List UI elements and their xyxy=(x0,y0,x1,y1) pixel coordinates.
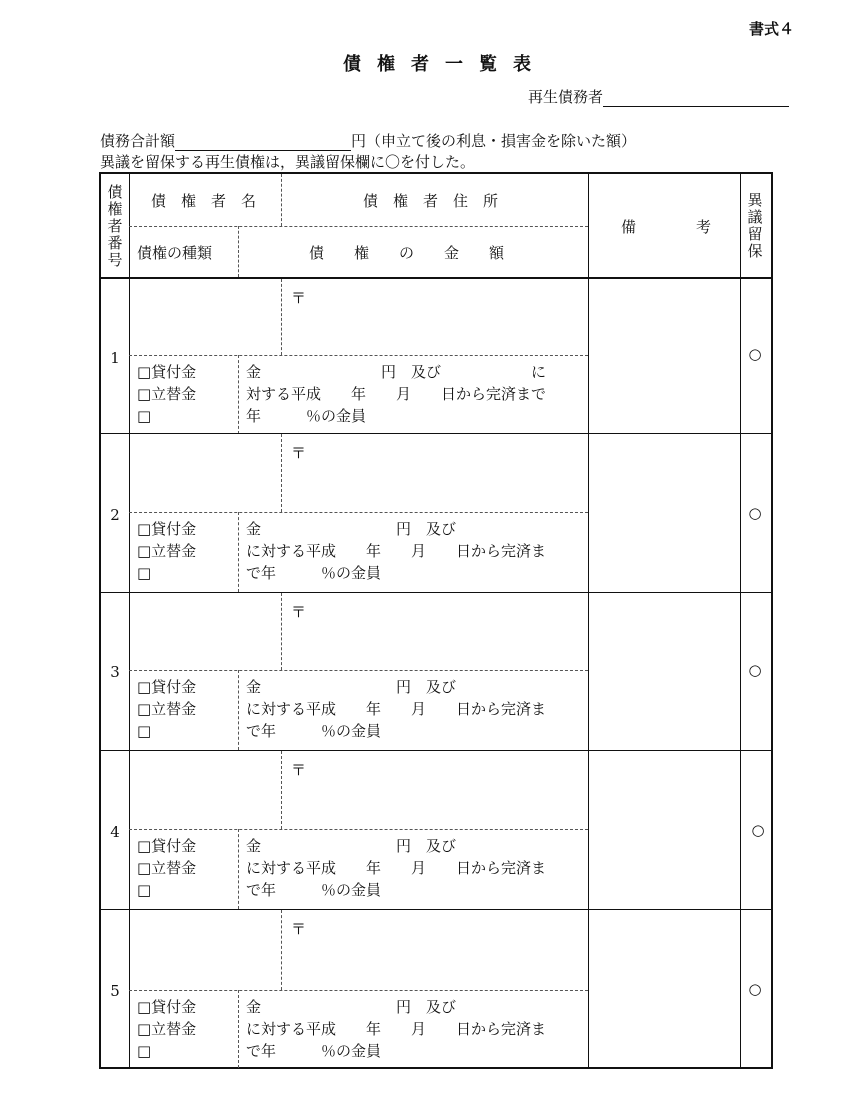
claim-type-header: 債権の種類 xyxy=(137,244,213,262)
table-row xyxy=(101,279,771,436)
claim-type-options[interactable]: □貸付金 □立替金 □ xyxy=(137,678,197,740)
objection-circle[interactable]: ○ xyxy=(748,661,762,679)
remarks-header: 備 考 xyxy=(621,218,712,236)
creditor-address-header: 債 権 者 住 所 xyxy=(363,192,499,210)
page-title: 債権者一覧表 xyxy=(343,54,547,75)
postal-mark: 〒 xyxy=(291,603,307,621)
claim-amount-text: 金 円 及び に対する平成 年 月 日から完済ま で年 ％の金員 xyxy=(246,998,547,1060)
divider xyxy=(238,512,239,592)
objection-circle[interactable]: ○ xyxy=(748,504,762,522)
divider xyxy=(129,226,588,227)
creditor-table xyxy=(99,172,773,1069)
total-blank[interactable] xyxy=(175,136,351,151)
divider xyxy=(129,990,588,991)
divider xyxy=(238,226,239,277)
row-number: 2 xyxy=(110,506,120,524)
divider xyxy=(281,910,282,990)
table-row xyxy=(101,910,771,1067)
objection-note: 異議を留保する再生債権は，異議留保欄に〇を付した。 xyxy=(100,153,476,171)
creditor-name-header: 債 権 者 名 xyxy=(151,192,257,210)
table-row xyxy=(101,751,771,909)
postal-mark: 〒 xyxy=(291,761,307,779)
claim-type-options[interactable]: □貸付金 □立替金 □ xyxy=(137,837,197,899)
objection-header: 異 議 留 保 xyxy=(747,191,763,260)
claim-amount-text: 金 円 及び に対する平成 年 月 日から完済ま で年 ％の金員 xyxy=(246,837,547,899)
claim-amount-text: 金 円 及び に 対する平成 年 月 日から完済まで 年 ％の金員 xyxy=(246,363,547,425)
row-number: 1 xyxy=(110,349,120,367)
claim-type-options[interactable]: □貸付金 □立替金 □ xyxy=(137,363,197,425)
claim-amount-text: 金 円 及び に対する平成 年 月 日から完済ま で年 ％の金員 xyxy=(246,678,547,740)
row-number: 4 xyxy=(110,823,120,841)
divider xyxy=(238,355,239,434)
row-number: 5 xyxy=(110,982,120,1000)
divider xyxy=(281,279,282,355)
claim-type-options[interactable]: □貸付金 □立替金 □ xyxy=(137,998,197,1060)
debtor-blank[interactable] xyxy=(603,92,789,107)
objection-circle[interactable]: ○ xyxy=(751,821,765,839)
table-row xyxy=(101,593,771,750)
objection-circle[interactable]: ○ xyxy=(748,345,762,363)
claim-type-options[interactable]: □貸付金 □立替金 □ xyxy=(137,520,197,582)
total-amount-field xyxy=(100,130,636,151)
divider xyxy=(281,593,282,670)
postal-mark: 〒 xyxy=(291,920,307,938)
form-number: 書式４ xyxy=(748,20,794,38)
divider xyxy=(281,751,282,829)
postal-mark: 〒 xyxy=(291,289,307,307)
divider xyxy=(238,990,239,1068)
postal-mark: 〒 xyxy=(291,444,307,462)
divider xyxy=(129,512,588,513)
creditor-number-header: 債 権 者 番 号 xyxy=(107,183,123,269)
total-label: 債務合計額 xyxy=(100,132,176,150)
divider xyxy=(129,829,588,830)
table-row xyxy=(101,434,771,592)
claim-amount-text: 金 円 及び に対する平成 年 月 日から完済ま で年 ％の金員 xyxy=(246,520,547,582)
debtor-field xyxy=(528,86,789,107)
divider xyxy=(281,174,282,226)
claim-amount-header: 債 権 の 金 額 xyxy=(309,244,505,262)
debtor-label: 再生債務者 xyxy=(528,88,604,106)
divider xyxy=(129,355,588,356)
objection-circle[interactable]: ○ xyxy=(748,980,762,998)
divider xyxy=(238,829,239,909)
row-number: 3 xyxy=(110,663,120,681)
divider xyxy=(129,670,588,671)
total-suffix: 円（申立て後の利息・損害金を除いた額） xyxy=(351,132,637,150)
divider xyxy=(281,434,282,512)
divider xyxy=(238,670,239,750)
